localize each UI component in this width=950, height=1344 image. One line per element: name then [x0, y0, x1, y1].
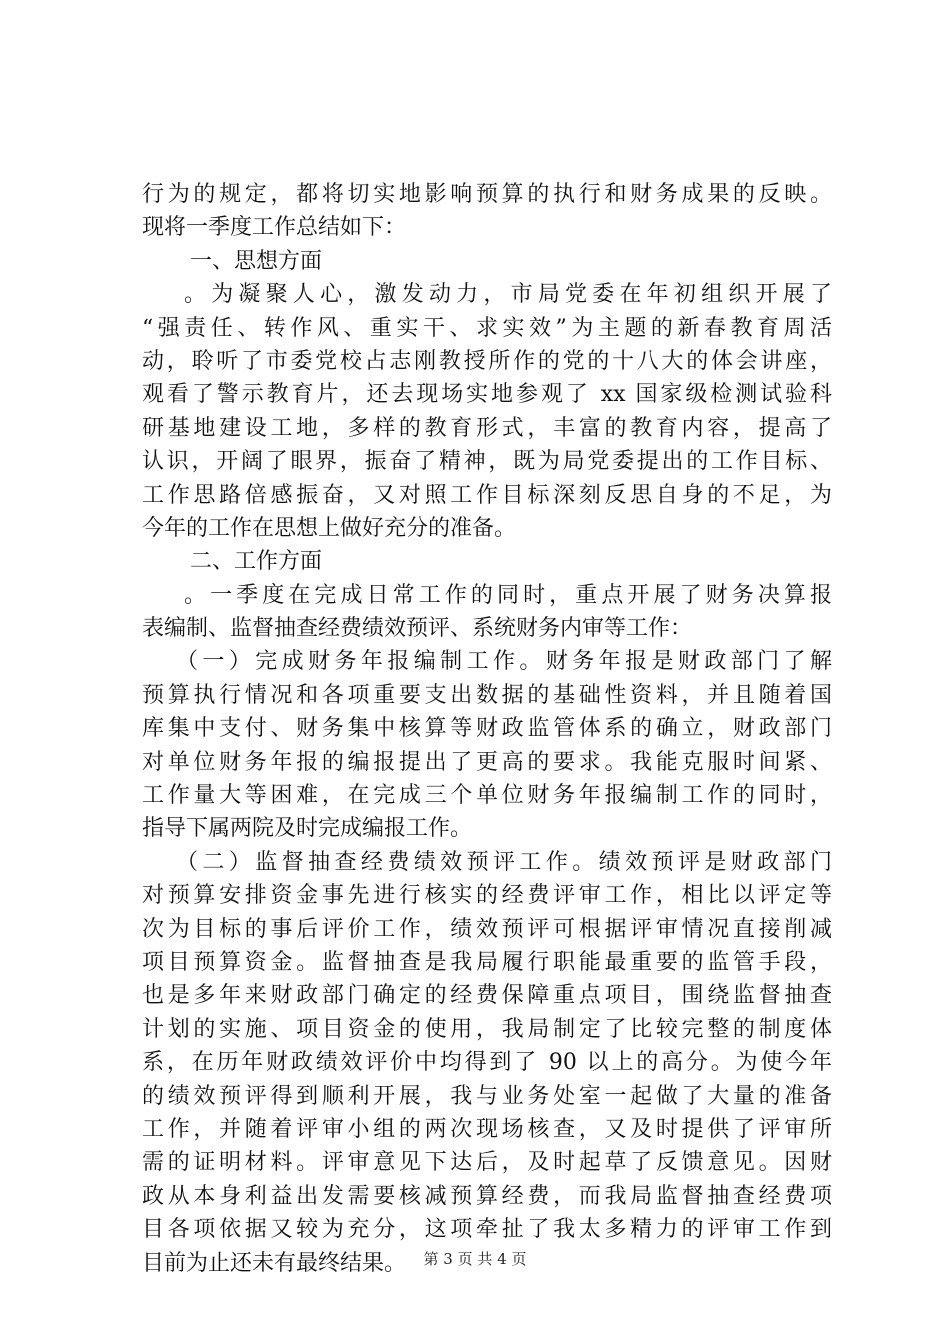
body-line: 项目预算资金。监督抽查是我局履行职能最重要的监管手段，	[142, 949, 832, 975]
body-line: 也是多年来财政部门确定的经费保障重点项目，围绕监督抽查	[142, 983, 832, 1009]
body-line: 目前为止还未有最终结果。	[142, 1250, 407, 1276]
body-line: 对单位财务年报的编报提出了更高的要求。我能克服时间紧、	[142, 749, 832, 775]
body-line: 对预算安排资金事先进行核实的经费评审工作，相比以评定等	[142, 883, 832, 909]
body-line: 政从本身利益出发需要核减预算经费，而我局监督抽查经费项	[142, 1183, 832, 1209]
body-line: 动，聆听了市委党校占志刚教授所作的党的十八大的体会讲座，	[142, 348, 832, 374]
subsection-performance-review: （二）监督抽查经费绩效预评工作。绩效预评是财政部门	[176, 849, 832, 875]
section-heading-thought: 一、思想方面	[190, 248, 323, 274]
subsection-annual-report: （一）完成财务年报编制工作。财务年报是财政部门了解	[176, 649, 832, 675]
section-heading-work: 二、工作方面	[190, 549, 323, 575]
body-line: 认识，开阔了眼界，振奋了精神，既为局党委提出的工作目标、	[142, 449, 832, 475]
body-line: 。为凝聚人心，激发动力，市局党委在年初组织开展了	[184, 282, 832, 308]
body-line: 的绩效预评得到顺利开展，我与业务处室一起做了大量的准备	[142, 1083, 832, 1109]
body-line: 库集中支付、财务集中核算等财政监管体系的确立，财政部门	[142, 716, 832, 742]
body-line: “强责任、转作风、重实干、求实效”为主题的新春教育周活	[142, 315, 832, 341]
body-line: 工作思路倍感振奋，又对照工作目标深刻反思自身的不足，为	[142, 482, 832, 508]
page-footer: 第 3 页 共 4 页	[423, 1250, 527, 1268]
body-line: 工作，并随着评审小组的两次现场核查，又及时提供了评审所	[142, 1116, 832, 1142]
body-line: 今年的工作在思想上做好充分的准备。	[142, 515, 517, 541]
body-line: 现将一季度工作总结如下：	[142, 215, 407, 241]
body-line: 指导下属两院及时完成编报工作。	[142, 816, 473, 842]
body-line: 预算执行情况和各项重要支出数据的基础性资料，并且随着国	[142, 682, 832, 708]
body-line: 观看了警示教育片，还去现场实地参观了 xx 国家级检测试验科	[142, 382, 832, 408]
body-line: 。一季度在完成日常工作的同时，重点开展了财务决算报	[184, 582, 832, 608]
body-line: 次为目标的事后评价工作，绩效预评可根据评审情况直接削减	[142, 916, 832, 942]
body-line: 研基地建设工地，多样的教育形式，丰富的教育内容，提高了	[142, 415, 832, 441]
document-body	[142, 178, 832, 1280]
body-line: 工作量大等困难，在完成三个单位财务年报编制工作的同时，	[142, 783, 832, 809]
body-line: 目各项依据又较为充分，这项牵扯了我太多精力的评审工作到	[142, 1217, 832, 1243]
body-line: 系，在历年财政绩效评价中均得到了 90 以上的高分。为使今年	[142, 1050, 832, 1076]
body-line: 行为的规定，都将切实地影响预算的执行和财务成果的反映。	[142, 182, 832, 207]
body-line: 计划的实施、项目资金的使用，我局制定了比较完整的制度体	[142, 1016, 832, 1042]
body-line: 需的证明材料。评审意见下达后，及时起草了反馈意见。因财	[142, 1150, 832, 1176]
body-line: 表编制、监督抽查经费绩效预评、系统财务内审等工作：	[142, 616, 693, 642]
